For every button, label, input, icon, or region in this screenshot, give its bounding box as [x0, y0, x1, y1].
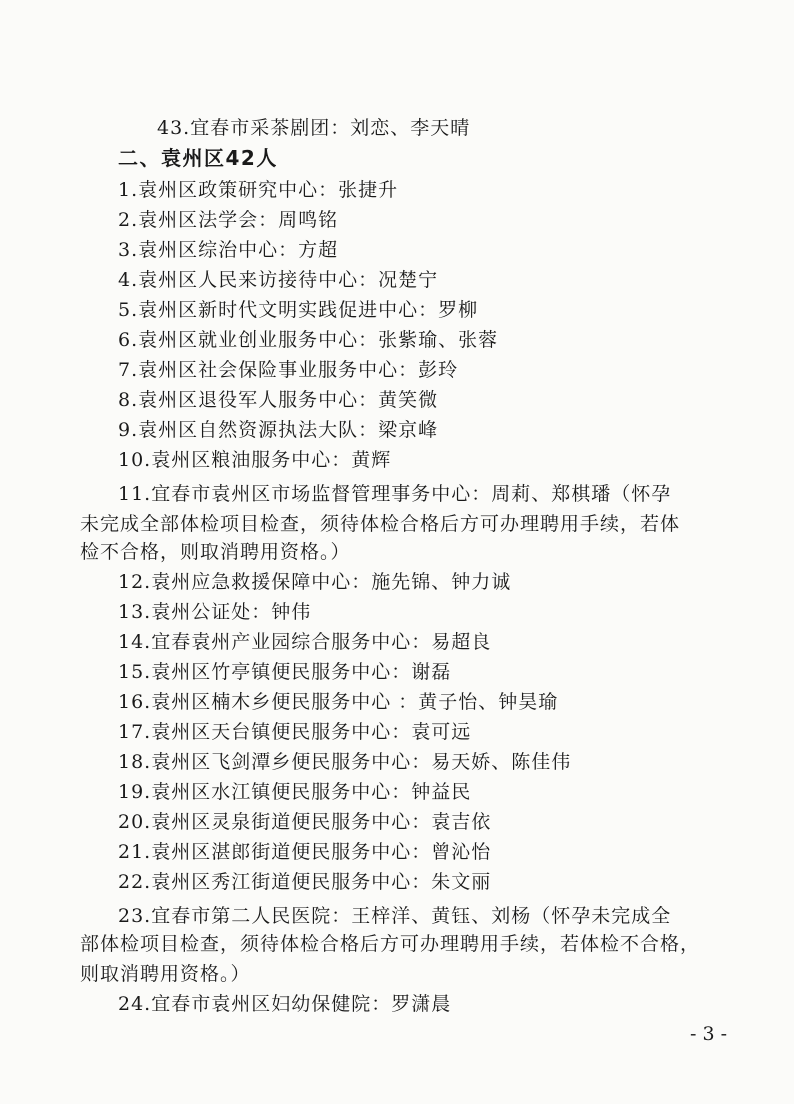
list-item: 15.袁州区竹亭镇便民服务中心：谢磊 [118, 661, 452, 683]
list-item: 2.袁州区法学会：周鸣铭 [118, 209, 339, 231]
list-item: 5.袁州区新时代文明实践促进中心：罗柳 [118, 299, 479, 321]
section-heading: 二、袁州区42人 [118, 146, 278, 170]
list-item: 14.宜春袁州产业园综合服务中心：易超良 [118, 631, 492, 653]
list-item: 6.袁州区就业创业服务中心：张紫瑜、张蓉 [118, 329, 499, 351]
page-number: - 3 - [690, 1023, 728, 1045]
list-item: 12.袁州应急救援保障中心：施先锦、钟力诚 [118, 571, 512, 593]
list-item: 43.宜春市采茶剧团：刘恋、李天晴 [157, 117, 471, 139]
list-item-continuation: 部体检项目检查，须待体检合格后方可办理聘用手续，若体检不合格， [80, 933, 701, 955]
list-item-continuation: 未完成全部体检项目检查，须待体检合格后方可办理聘用手续，若体 [80, 513, 681, 535]
list-item: 23.宜春市第二人民医院：王梓洋、黄钰、刘杨（怀孕未完成全 [118, 905, 672, 927]
list-item: 10.袁州区粮油服务中心：黄辉 [118, 449, 392, 471]
list-item: 18.袁州区飞剑潭乡便民服务中心：易天娇、陈佳伟 [118, 751, 572, 773]
list-item: 13.袁州公证处：钟伟 [118, 601, 312, 623]
list-item: 8.袁州区退役军人服务中心：黄笑微 [118, 389, 439, 411]
list-item: 7.袁州区社会保险事业服务中心：彭玲 [118, 359, 459, 381]
list-item: 21.袁州区湛郎街道便民服务中心：曾沁怡 [118, 841, 492, 863]
list-item: 11.宜春市袁州区市场监督管理事务中心：周莉、郑棋璠（怀孕 [118, 483, 672, 505]
list-item-continuation: 则取消聘用资格。） [80, 963, 251, 985]
list-item: 9.袁州区自然资源执法大队：梁京峰 [118, 419, 439, 441]
list-item: 16.袁州区楠木乡便民服务中心 ：黄子怡、钟昊瑜 [118, 691, 559, 713]
list-item-continuation: 检不合格，则取消聘用资格。） [80, 541, 351, 563]
list-item: 17.袁州区天台镇便民服务中心：袁可远 [118, 721, 472, 743]
list-item: 4.袁州区人民来访接待中心：况楚宁 [118, 269, 439, 291]
list-item: 20.袁州区灵泉街道便民服务中心：袁吉依 [118, 811, 492, 833]
list-item: 22.袁州区秀江街道便民服务中心：朱文丽 [118, 871, 492, 893]
list-item: 3.袁州区综治中心：方超 [118, 239, 339, 261]
list-item: 24.宜春市袁州区妇幼保健院：罗潇晨 [118, 993, 452, 1015]
list-item: 1.袁州区政策研究中心：张捷升 [118, 179, 399, 201]
list-item: 19.袁州区水江镇便民服务中心：钟益民 [118, 781, 472, 803]
